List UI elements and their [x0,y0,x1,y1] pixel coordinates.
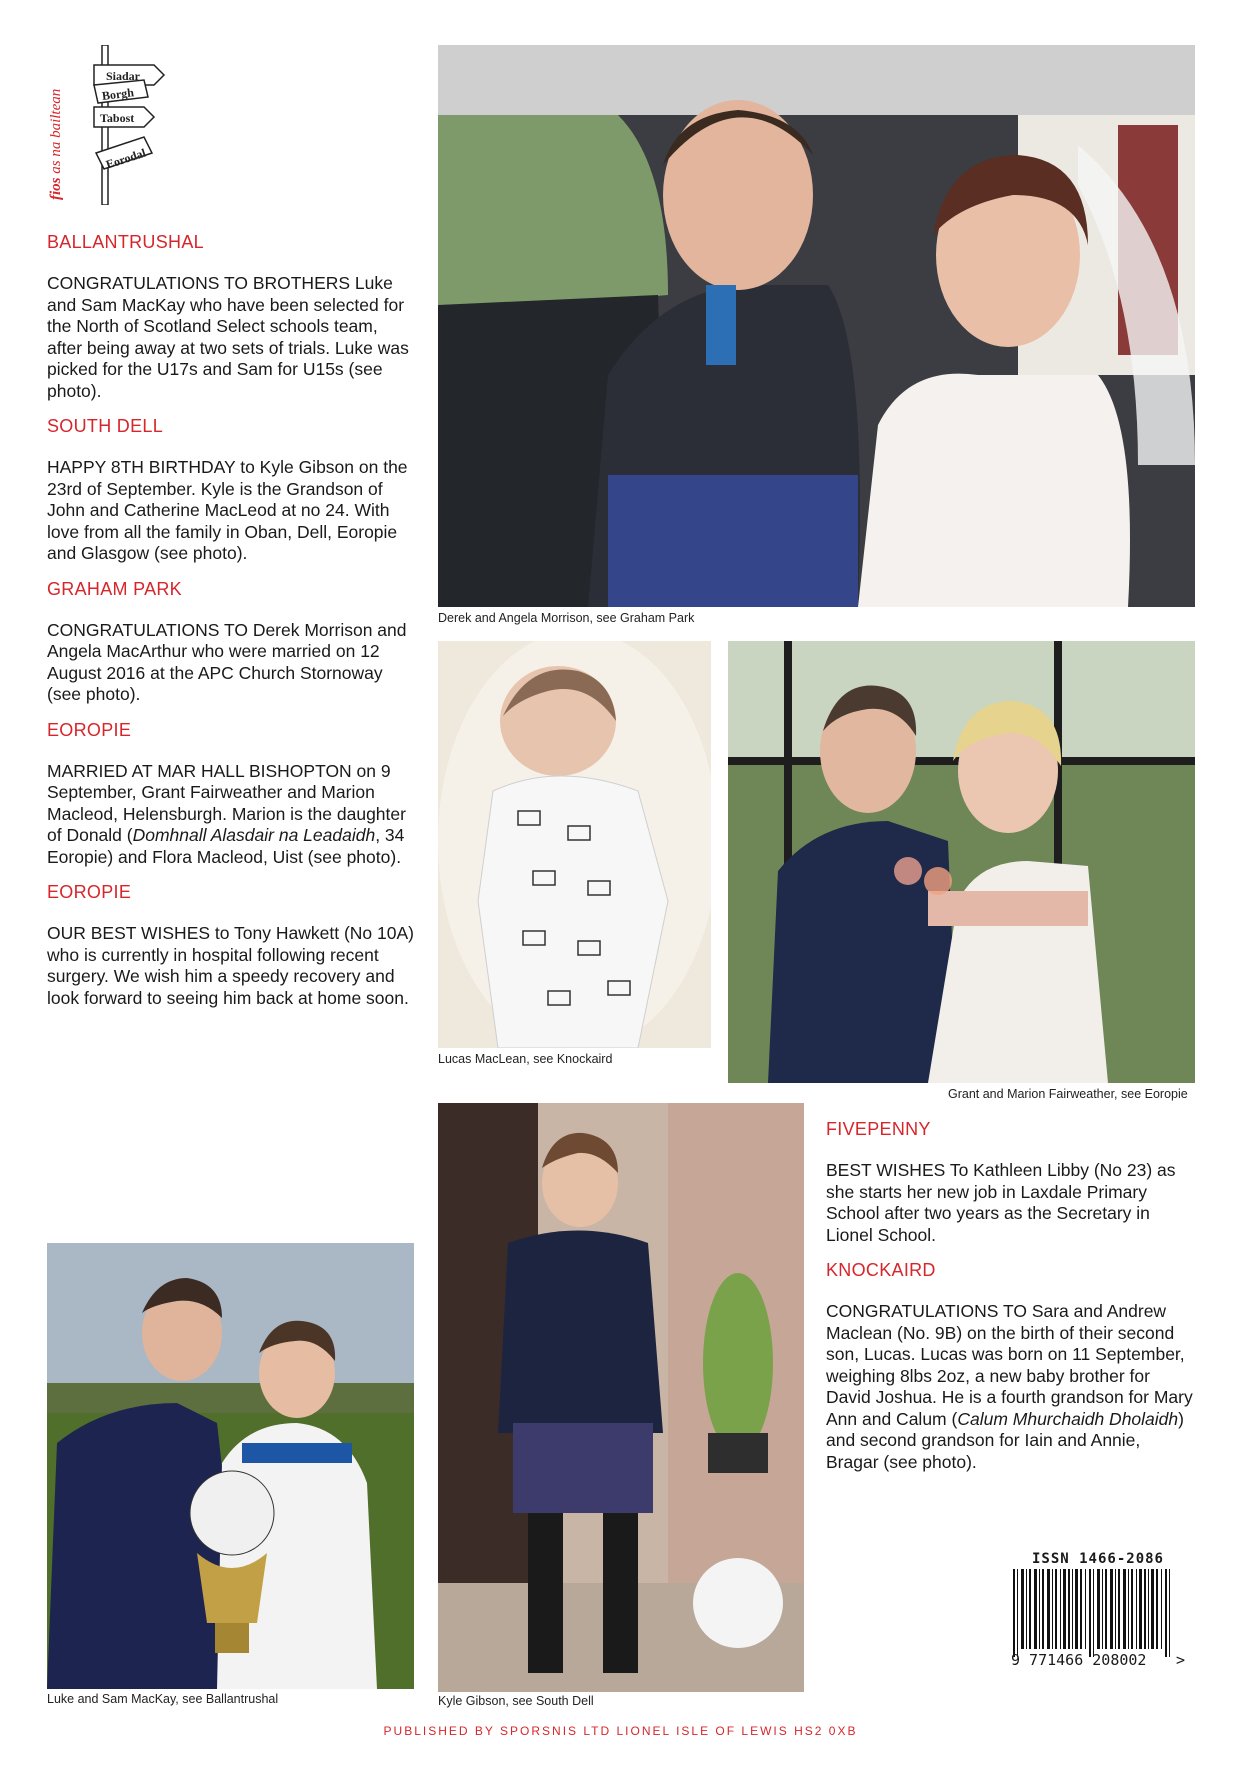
news-text-italic: Calum Mhurchaidh Dholaidh [957,1408,1179,1429]
caption-boys-trophy: Luke and Sam MacKay, see Ballantrushal [47,1692,279,1706]
kyle-image [438,1103,804,1692]
news-text-italic: Domhnall Alasdair na Leadaidh [132,825,376,845]
news-text: BEST WISHES To Kathleen Libby (No 23) as she starts her new job in Laxdale Primary School after two years as the Secretary in Lionel School. [826,1160,1176,1245]
caption-wedding-car: Derek and Angela Morrison, see Graham Park [438,611,695,625]
sign-eorodal: Eorodal [104,145,148,172]
right-news-column [826,1119,1196,1473]
photo-baby [438,641,711,1048]
news-heading: GRAHAM PARK [47,578,182,599]
news-heading: BALLANTRUSHAL [47,232,204,252]
barcode-bars-icon [1011,1567,1185,1657]
sign-tabost: Tabost [100,111,135,125]
news-item-ballantrushal [47,232,417,402]
news-heading: SOUTH DELL [47,416,164,436]
caption-wedding-toast: Grant and Marion Fairweather, see Eoropie [948,1087,1188,1101]
news-item-eoropie-wishes [47,882,417,1009]
sign-borgh: Borgh [101,85,135,104]
news-text-part: MARRIED AT MAR HALL BISHOPTON on 9 September, Grant Fairweather and Marion Macleod, Helensburgh. Marion is the daughter of Donald ( [47,760,406,845]
sign-siadar: Siadar [106,69,141,83]
photo-boys-trophy [47,1243,414,1689]
caption-baby: Lucas MacLean, see Knockaird [438,1052,613,1066]
news-text: HAPPY 8TH BIRTHDAY to Kyle Gibson on the 23rd of September. Kyle is the Grandson of John and Catherine MacLeod at no 24. With love from all the family in Oban, Dell, Eoropie and Glasgow (see photo). [47,457,408,563]
photo-kyle [438,1103,804,1692]
barcode-number: 9 771466 208002 [1011,1651,1147,1669]
news-text [826,1301,1196,1473]
caption-kyle: Kyle Gibson, see South Dell [438,1694,594,1708]
news-text: OUR BEST WISHES to Tony Hawkett (No 10A) who is currently in hospital following recent surgery. We wish him a speedy recovery and look forward to seeing him back at home soon. [47,923,414,1008]
news-heading: EOROPIE [47,882,132,902]
news-item-fivepenny [826,1119,1196,1246]
news-heading: FIVEPENNY [826,1119,931,1139]
wedding-toast-image [728,641,1195,1083]
logo-tagline-bold: fios [48,177,64,200]
left-news-column [47,232,417,1009]
news-text: CONGRATULATIONS TO BROTHERS Luke and Sam MacKay who have been selected for the North of Scotland Select schools team, after being away at two sets of trials. Luke was picked for the U17s and Sam for U15s (see photo). [47,273,409,401]
boys-trophy-image [47,1243,414,1689]
news-item-eoropie-wedding [47,720,417,869]
baby-image [438,641,711,1048]
news-text-part: , 34 Eoropie) and Flora Macleod, Uist (see photo). [47,825,405,867]
news-text [47,761,417,869]
news-heading: EOROPIE [47,719,132,740]
footer-publisher: PUBLISHED BY SPORSNIS LTD LIONEL ISLE OF LEWIS HS2 0XB [383,1724,858,1738]
news-item-south-dell [47,416,417,565]
logo-tagline-rest: as na bailtean [48,88,64,178]
news-text: CONGRATULATIONS TO Derek Morrison and Angela MacArthur who were married on 12 August 2016 at the APC Church Stornoway (see photo). [47,619,407,704]
logo-tagline [48,89,65,200]
news-item-graham-park [47,579,417,706]
barcode [1011,1551,1185,1681]
photo-wedding-car [438,45,1195,607]
news-text-part: ) and second grandson for Iain and Annie, Bragar (see photo). [826,1408,1184,1472]
news-heading: KNOCKAIRD [826,1260,936,1280]
news-text-part: CONGRATULATIONS TO Sara and Andrew Maclean (No. 9B) on the birth of their second son, Lucas. Lucas was born on 11 September, weighing 8lbs 2oz, a new baby brother for David Joshua. He is a fourth grandson for Mary Ann and Calum ( [826,1301,1193,1429]
wedding-car-image [438,45,1195,607]
news-item-knockaird [826,1260,1196,1473]
photo-wedding-toast [728,641,1195,1083]
barcode-number-row [1011,1651,1185,1669]
barcode-arrow: > [1175,1651,1185,1669]
issn-label: ISSN 1466-2086 [1031,1551,1164,1567]
